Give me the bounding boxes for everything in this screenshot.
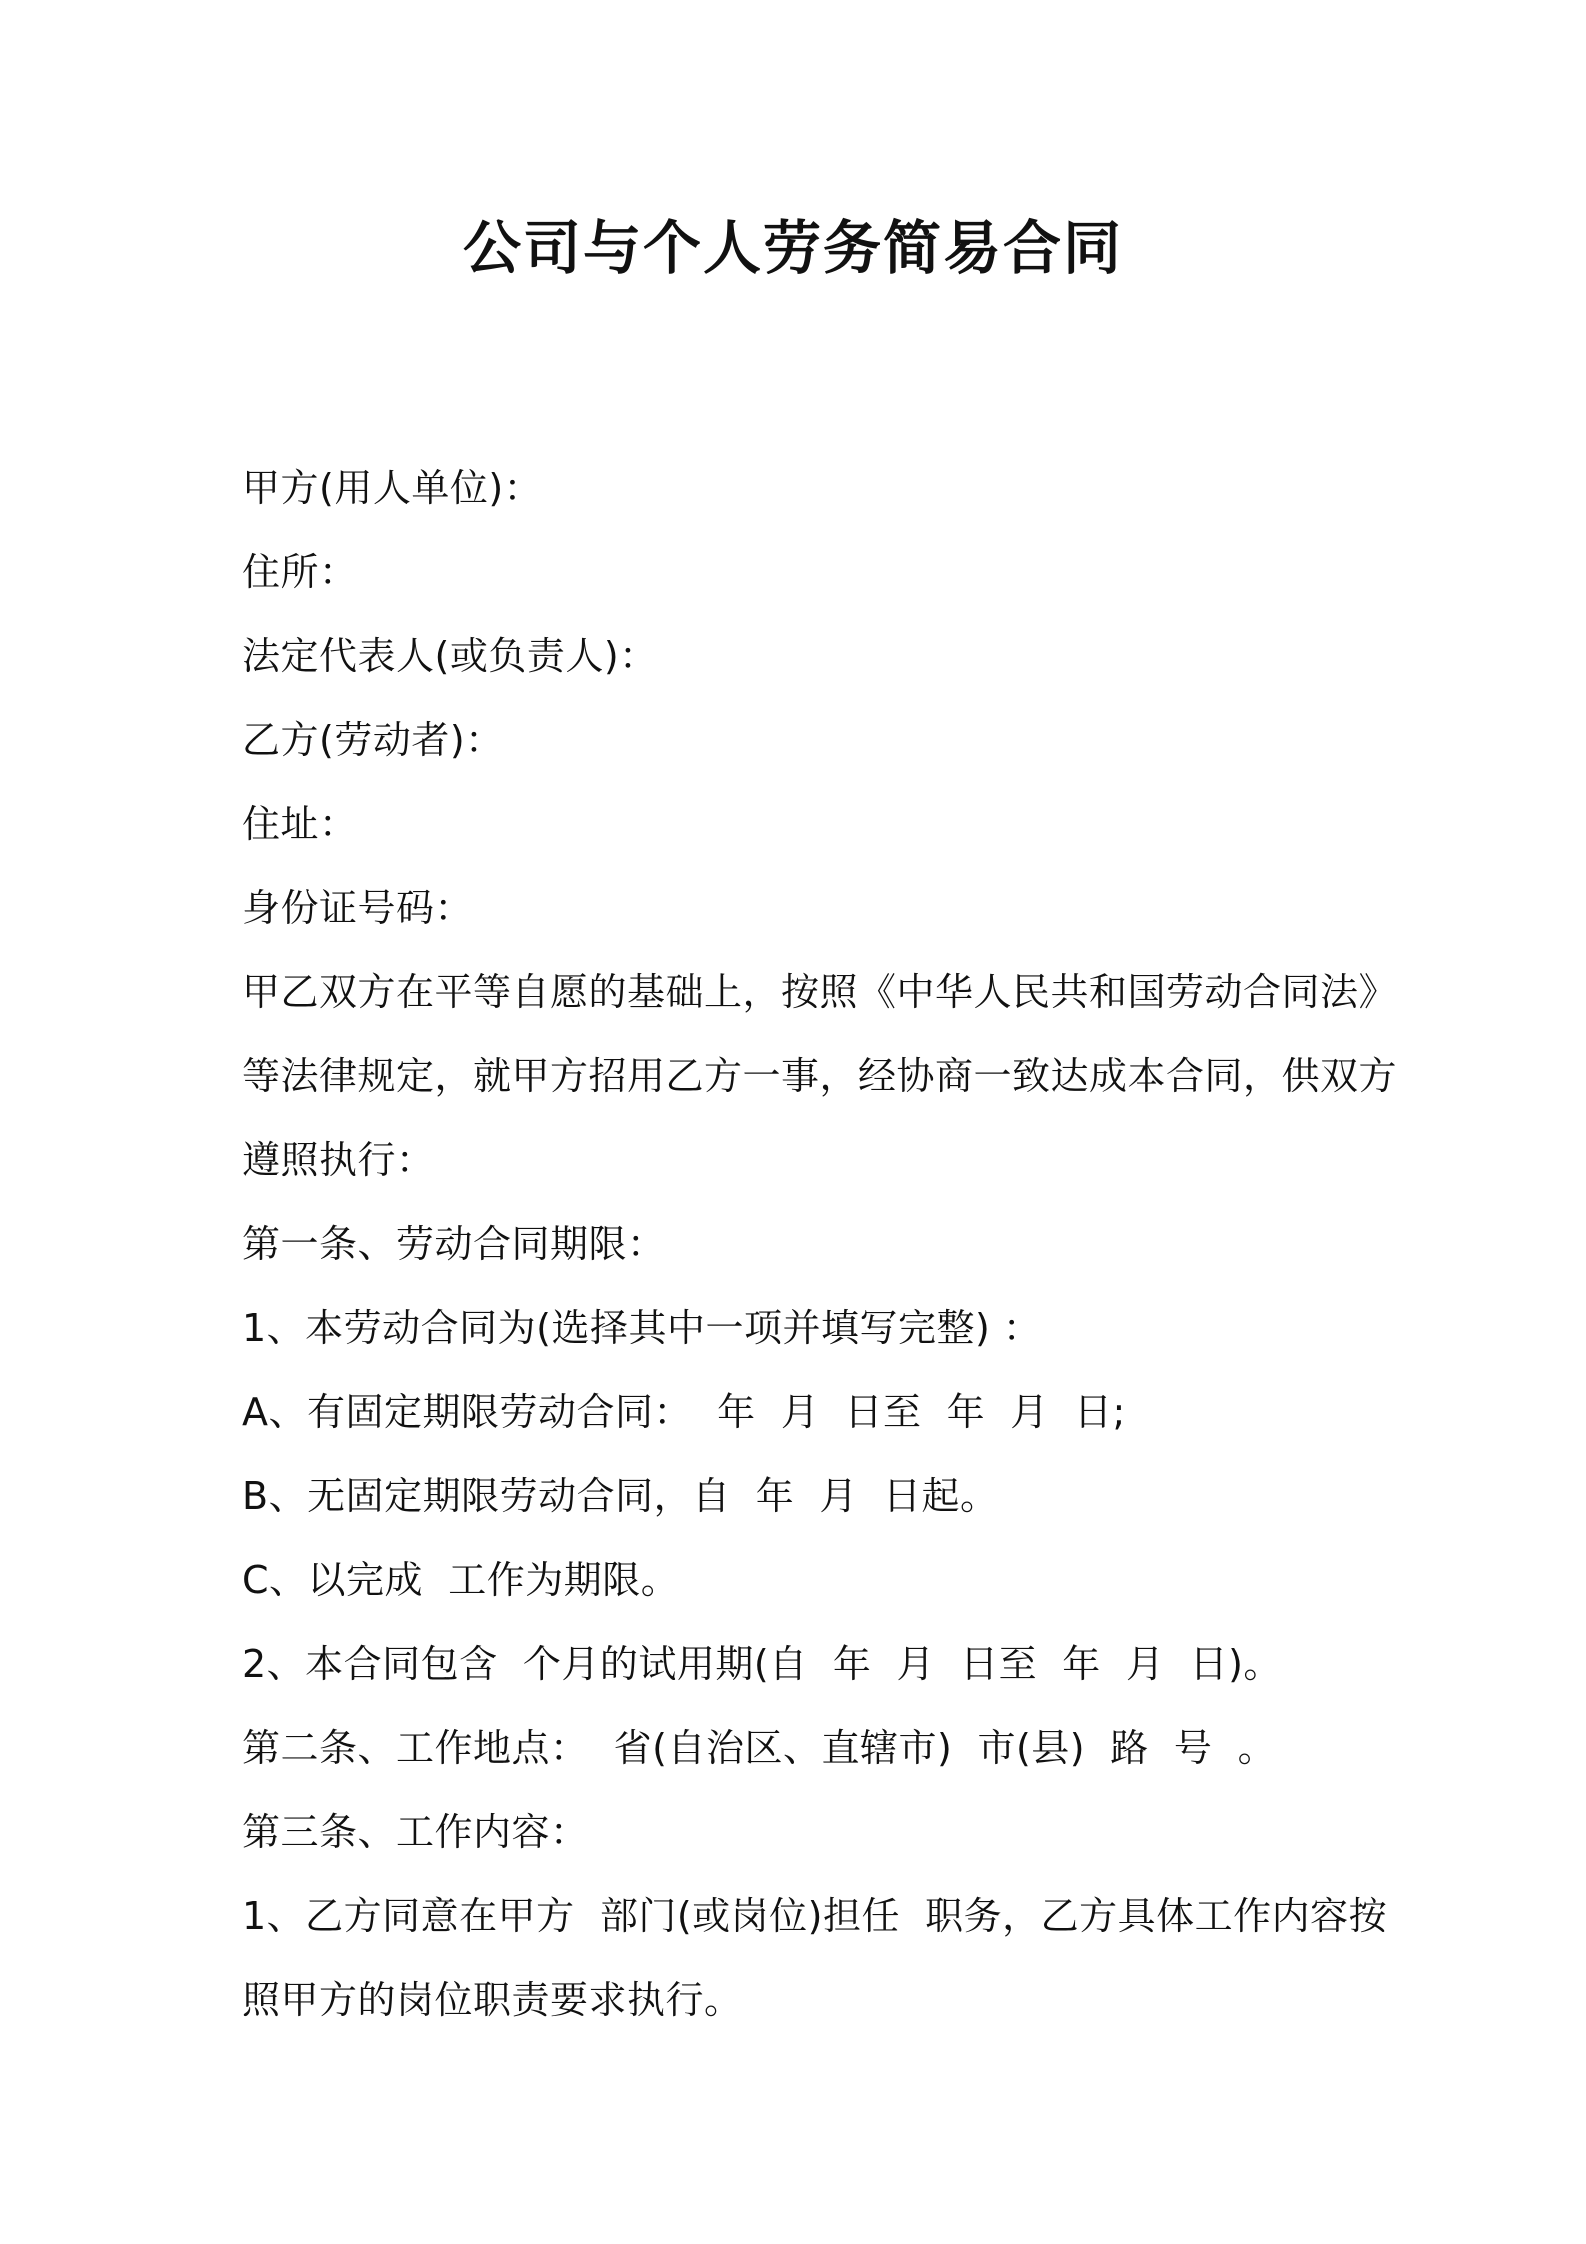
article-3-clause-1-line-1: 1、乙方同意在甲方 部门(或岗位)担任 职务，乙方具体工作内容按 bbox=[242, 1894, 1388, 1938]
article-1-option-c: C、以完成 工作为期限。 bbox=[242, 1558, 680, 1602]
article-2-work-location: 第二条、工作地点： 省(自治区、直辖市) 市(县) 路 号 。 bbox=[242, 1726, 1277, 1770]
contract-body bbox=[242, 446, 1398, 2042]
preamble-line-3: 遵照执行： bbox=[242, 1138, 435, 1182]
article-3-clause-1-line-2: 照甲方的岗位职责要求执行。 bbox=[242, 1978, 743, 2022]
article-3-heading: 第三条、工作内容： bbox=[242, 1810, 589, 1854]
preamble-line-1: 甲乙双方在平等自愿的基础上，按照《中华人民共和国劳动合同法》 bbox=[242, 970, 1398, 1014]
party-a-line: 甲方(用人单位)： bbox=[242, 466, 543, 510]
article-1-clause-1: 1、本劳动合同为(选择其中一项并填写完整) ： bbox=[242, 1306, 1042, 1350]
party-b-address-line: 住址： bbox=[242, 802, 358, 846]
party-a-address-line: 住所： bbox=[242, 550, 358, 594]
document-title: 公司与个人劳务简易合同 bbox=[462, 214, 1123, 282]
article-1-heading: 第一条、劳动合同期限： bbox=[242, 1222, 666, 1266]
article-1-option-b: B、无固定期限劳动合同，自 年 月 日起。 bbox=[242, 1474, 999, 1518]
party-b-line: 乙方(劳动者)： bbox=[242, 718, 504, 762]
article-1-clause-2: 2、本合同包含 个月的试用期(自 年 月 日至 年 月 日)。 bbox=[242, 1642, 1282, 1686]
preamble-line-2: 等法律规定，就甲方招用乙方一事，经协商一致达成本合同，供双方 bbox=[242, 1054, 1398, 1098]
id-number-line: 身份证号码： bbox=[242, 886, 474, 930]
article-1-option-a: A、有固定期限劳动合同： 年 月 日至 年 月 日; bbox=[242, 1390, 1126, 1434]
legal-representative-line: 法定代表人(或负责人)： bbox=[242, 634, 658, 678]
